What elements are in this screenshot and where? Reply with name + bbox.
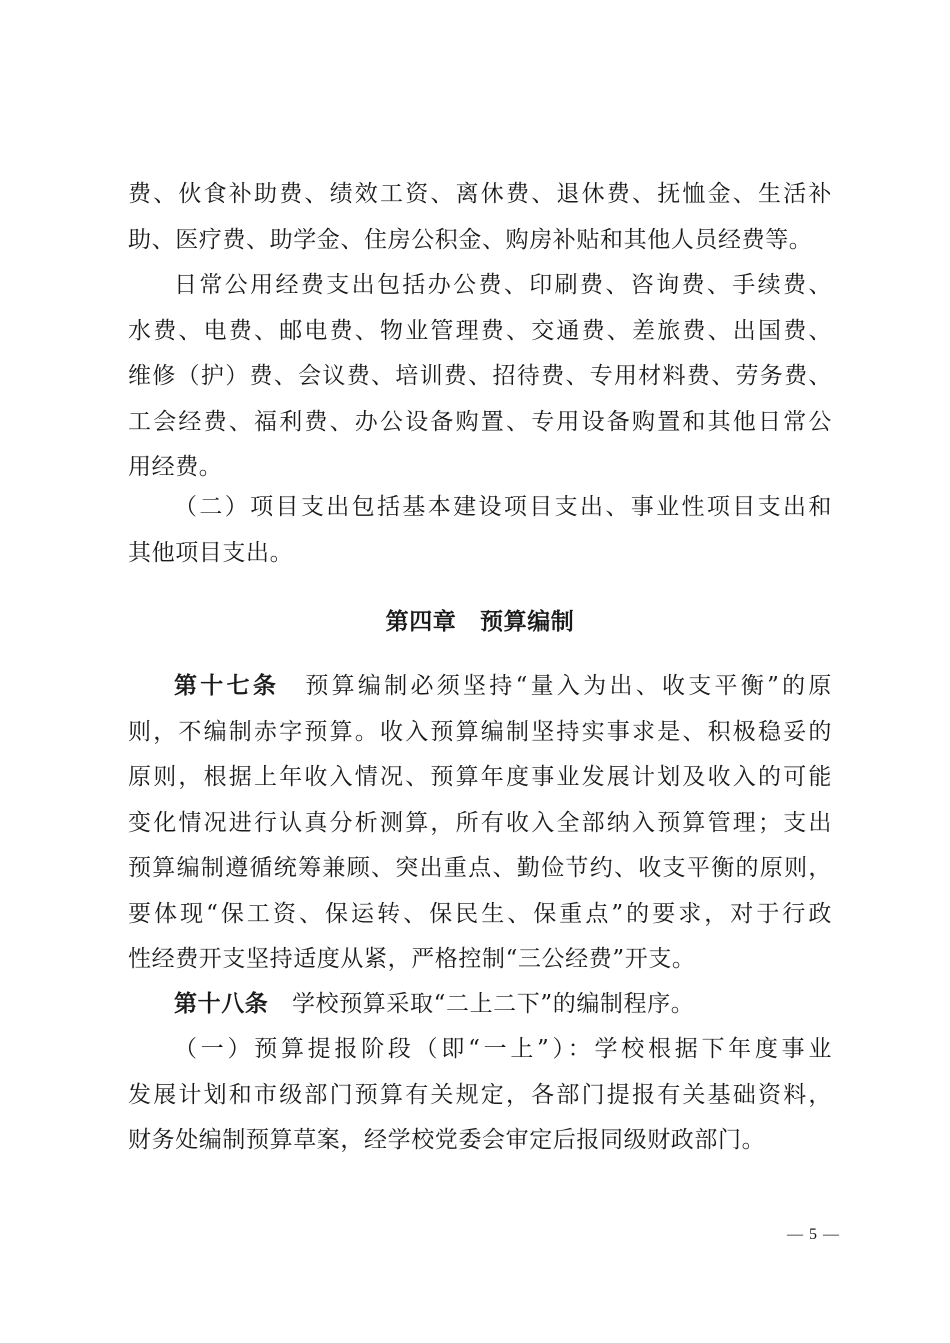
text-line: 财务处编制预算草案，经学校党委会审定后报同级财政部门。	[128, 1127, 766, 1153]
page-number: — 5 —	[787, 1226, 840, 1243]
text-line: 发展计划和市级部门预算有关规定，各部门提报有关基础资料，	[128, 1081, 832, 1108]
text-line: 原则，根据上年收入情况、预算年度事业发展计划及收入的可能	[128, 764, 832, 790]
text-line: （二）项目支出包括基本建设项目支出、事业性项目支出和	[174, 494, 832, 520]
paragraph-project-expenditures	[128, 485, 832, 576]
text-line: 日常公用经费支出包括办公费、印刷费、咨询费、手续费、	[174, 272, 832, 298]
paragraph-daily-public-expenses	[128, 263, 832, 491]
text-line: （一）预算提报阶段（即“一上”）：学校根据下年度事业	[174, 1036, 832, 1062]
text-line: 助、医疗费、助学金、住房公积金、购房补贴和其他人员经费等。	[128, 226, 813, 253]
text-line	[128, 664, 832, 710]
article-18	[128, 982, 832, 1028]
text-line	[128, 982, 832, 1028]
article-text: 学校预算采取“二上二下”的编制程序。	[268, 991, 695, 1017]
article-17	[128, 664, 832, 983]
text-line: 要体现“保工资、保运转、保民生、保重点”的要求，对于行政	[128, 900, 832, 927]
chapter-heading: 第四章 预算编制	[385, 609, 575, 635]
text-line: 变化情况进行认真分析测算，所有收入全部纳入预算管理；支出	[128, 809, 832, 836]
text-line: 用经费。	[128, 454, 223, 480]
text-line: 其他项目支出。	[128, 539, 294, 566]
text-line: 维修（护）费、会议费、培训费、招待费、专用材料费、劳务费、	[128, 363, 832, 389]
article-label: 第十八条	[174, 991, 269, 1017]
text-line: 费、伙食补助费、绩效工资、离休费、退休费、抚恤金、生活补	[128, 181, 832, 207]
paragraph-personnel-expenses	[128, 172, 832, 263]
text-line: 则，不编制赤字预算。收入预算编制坚持实事求是、积极稳妥的	[128, 718, 832, 745]
text-line: 工会经费、福利费、办公设备购置、专用设备购置和其他日常公	[128, 408, 832, 435]
paragraph-budget-reporting-stage	[128, 1027, 832, 1164]
text-line: 预算编制遵循统筹兼顾、突出重点、勤俭节约、收支平衡的原则，	[128, 855, 832, 881]
article-label: 第十七条	[174, 673, 280, 699]
text-line: 水费、电费、邮电费、物业管理费、交通费、差旅费、出国费、	[128, 317, 832, 344]
text-line: 性经费开支坚持适度从紧，严格控制“三公经费”开支。	[128, 946, 696, 972]
article-text: 预算编制必须坚持“量入为出、收支平衡”的原	[279, 673, 832, 699]
